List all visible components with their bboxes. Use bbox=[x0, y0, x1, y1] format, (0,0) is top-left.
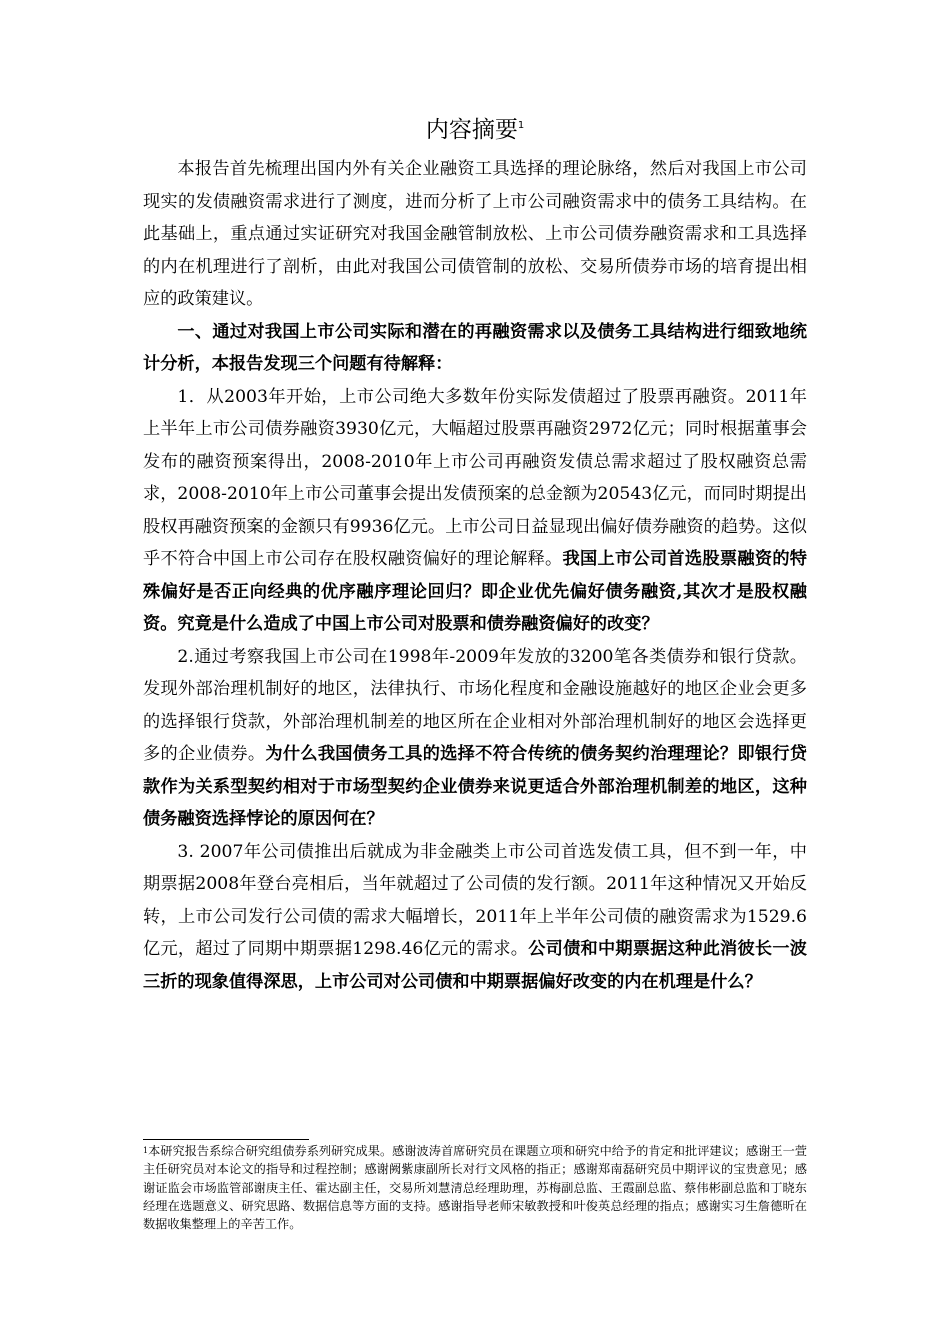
point-1-paragraph bbox=[143, 381, 807, 641]
point-2-text: 2.通过考察我国上市公司在1998年-2009年发放的3200笔各类债券和银行贷款。发现外部治理机制好的地区，法律执行、市场化程度和金融设施越好的地区企业会更多的选择银行贷款，外部治理机制差的地区所在企业相对外部治理机制好的地区会选择更多的企业债券。 bbox=[143, 646, 807, 764]
footnote-text: 本研究报告系综合研究组债券系列研究成果。感谢波涛首席研究员在课题立项和研究中给予的肯定和批评建议；感谢王一萱主任研究员对本论文的指导和过程控制；感谢阙紫康副所长对行文风格的指正；感谢郑南磊研究员中期评议的宝贵意见；感谢证监会市场监管部谢庚主任、霍达副主任，交易所刘慧清总经理助理，苏梅副总监、王霞副总监、蔡伟彬副总监和丁晓东经理在选题意义、研究思路、数据信息等方面的支持。感谢指导老师宋敏教授和叶俊英总经理的指点；感谢实习生詹德昕在数据收集整理上的辛苦工作。 bbox=[143, 1144, 807, 1232]
point-2-paragraph bbox=[143, 641, 807, 836]
page-title bbox=[0, 113, 950, 147]
footnote-mark: 1 bbox=[143, 1146, 149, 1155]
point-2-question: 为什么我国债务工具的选择不符合传统的债务契约治理理论？即银行贷款作为关系型契约相对于市场型契约企业债券来说更适合外部治理机制差的地区，这种债务融资选择悖论的原因何在？ bbox=[143, 744, 807, 829]
section-heading: 一、通过对我国上市公司实际和潜在的再融资需求以及债务工具结构进行细致地统计分析，本报告发现三个问题有待解释： bbox=[143, 321, 807, 374]
footnote bbox=[143, 1142, 807, 1233]
title-text: 内容摘要 bbox=[425, 117, 518, 143]
intro-paragraph: 本报告首先梳理出国内外有关企业融资工具选择的理论脉络，然后对我国上市公司现实的发债融资需求进行了测度，进而分析了上市公司融资需求中的债务工具结构。在此基础上，重点通过实证研究对我国金融管制放松、上市公司债券融资需求和工具选择的内在机理进行了剖析，由此对我国公司债管制的放松、交易所债券市场的培育提出相应的政策建议。 bbox=[143, 159, 807, 309]
footnote-reference: 1 bbox=[517, 120, 525, 131]
point-1-text: 1．从2003年开始，上市公司绝大多数年份实际发债超过了股票再融资。2011年上半年上市公司债券融资3930亿元，大幅超过股票再融资2972亿元；同时根据董事会发布的融资预案得出，2008-2010年上市公司再融资发债总需求超过了股权融资总需求，2008-2010年上市公司董事会提出发债预案的总金额为20543亿元，而同时期提出股权再融资预案的金额只有9936亿元。上市公司日益显现出偏好债券融资的趋势。这似乎不符合中国上市公司存在股权融资偏好的理论解释。 bbox=[143, 386, 807, 569]
point-1-question: 我国上市公司首选股票融资的特殊偏好是否正向经典的优序融序理论回归？即企业优先偏好债务融资,其次才是股权融资。究竟是什么造成了中国上市公司对股票和债券融资偏好的改变？ bbox=[143, 549, 807, 634]
point-3-text: 3. 2007年公司债推出后就成为非金融类上市公司首选发债工具，但不到一年，中期票据2008年登台亮相后，当年就超过了公司债的发行额。2011年这种情况又开始反转，上市公司发行公司债的需求大幅增长，2011年上半年公司债的融资需求为1529.6亿元，超过了同期中期票据1298.46亿元的需求。 bbox=[143, 841, 807, 959]
footnote-divider bbox=[143, 1139, 309, 1140]
abstract-body bbox=[143, 153, 807, 998]
point-3-paragraph bbox=[143, 836, 807, 999]
point-3-question: 公司债和中期票据这种此消彼长一波三折的现象值得深思，上市公司对公司债和中期票据偏好改变的内在机理是什么？ bbox=[143, 939, 807, 992]
